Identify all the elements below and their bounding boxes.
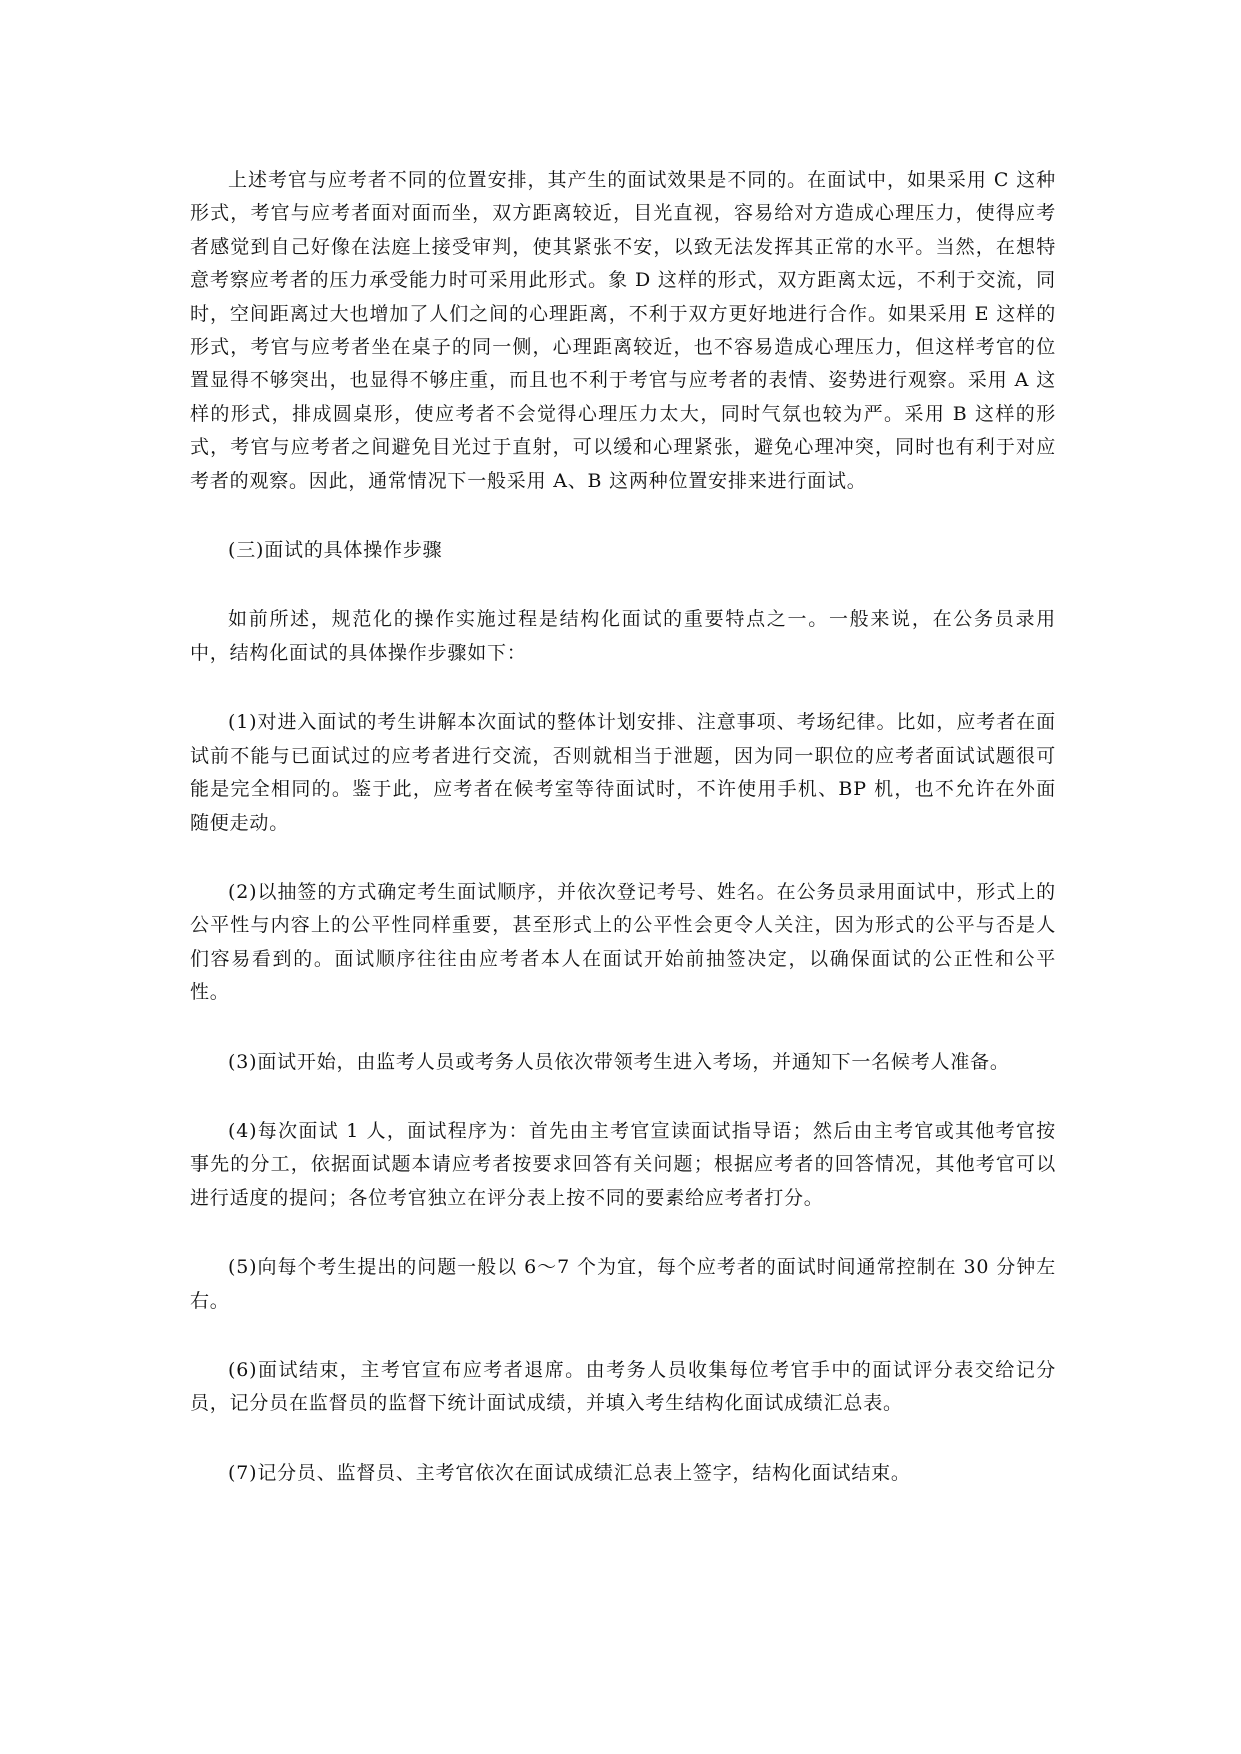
paragraph-gap [190,1079,1056,1115]
step-3: (3)面试开始，由监考人员或考务人员依次带领考生进入考场，并通知下一名候考人准备。 [228,1050,1010,1073]
paragraph-gap [190,840,1056,876]
paragraph-gap [190,1215,1056,1251]
paragraph-seating-effects: 上述考官与应考者不同的位置安排，其产生的面试效果是不同的。在面试中，如果采用 C 这种形式，考官与应考者面对面而坐，双方距离较近，目光直视，容易给对方造成心理压力，使得应考者感觉到自己好像在法庭上接受审判，使其紧张不安，以致无法发挥其正常的水平。当然，在想特意考察应考者的压力承受能力时可采用此形式。象 D 这样的形式，双方距离太远，不利于交流，同时，空间距离过大也增加了人们之间的心理距离，不利于双方更好地进行合作。如果采用 E 这样的形式，考官与应考者坐在桌子的同一侧，心理距离较近，也不容易造成心理压力，但这样考官的位置显得不够突出，也显得不够庄重，而且也不利于考官与应考者的表情、姿势进行观察。采用 A 这样的形式，排成圆桌形，使应考者不会觉得心理压力太大，同时气氛也较为严。采用 B 这样的形式，考官与应考者之间避免目光过于直射，可以缓和心理紧张，避免心理冲突，同时也有利于对应考者的观察。因此，通常情况下一般采用 A、B 这两种位置安排来进行面试。 [190,169,1056,492]
step-1: (1)对进入面试的考生讲解本次面试的整体计划安排、注意事项、考场纪律。比如，应考者在面试前不能与已面试过的应考者进行交流，否则就相当于泄题，因为同一职位的应考者面试试题很可能是完全相同的。鉴于此，应考者在候考室等待面试时，不许使用手机、BP 机，也不允许在外面随便走动。 [190,711,1056,834]
paragraph-gap [190,498,1056,534]
section-heading-steps: (三)面试的具体操作步骤 [228,539,443,562]
paragraph-intro-steps: 如前所述，规范化的操作实施过程是结构化面试的重要特点之一。一般来说，在公务员录用中，结构化面试的具体操作步骤如下： [190,608,1056,664]
step-7: (7)记分员、监督员、主考官依次在面试成绩汇总表上签字，结构化面试结束。 [228,1461,911,1484]
document-body [190,164,1056,1490]
paragraph-gap [190,1318,1056,1354]
step-5: (5)向每个考生提出的问题一般以 6～7 个为宜，每个应考者的面试时间通常控制在 30 分钟左右。 [190,1256,1056,1312]
paragraph-gap [190,1010,1056,1046]
step-2: (2)以抽签的方式确定考生面试顺序，并依次登记考号、姓名。在公务员录用面试中，形式上的公平性与内容上的公平性同样重要，甚至形式上的公平性会更令人关注，因为形式的公平与否是人们容易看到的。面试顺序往往由应考者本人在面试开始前抽签决定，以确保面试的公正性和公平性。 [190,880,1056,1004]
paragraph-gap [190,670,1056,706]
step-4: (4)每次面试 1 人，面试程序为：首先由主考官宣读面试指导语；然后由主考官或其他考官按事先的分工，依据面试题本请应考者按要求回答有关问题；根据应考者的回答情况，其他考官可以进行适度的提问；各位考官独立在评分表上按不同的要素给应考者打分。 [190,1119,1056,1209]
step-6: (6)面试结束，主考官宣布应考者退席。由考务人员收集每位考官手中的面试评分表交给记分员，记分员在监督员的监督下统计面试成绩，并填入考生结构化面试成绩汇总表。 [190,1358,1056,1415]
paragraph-gap [190,1421,1056,1457]
paragraph-gap [190,567,1056,603]
